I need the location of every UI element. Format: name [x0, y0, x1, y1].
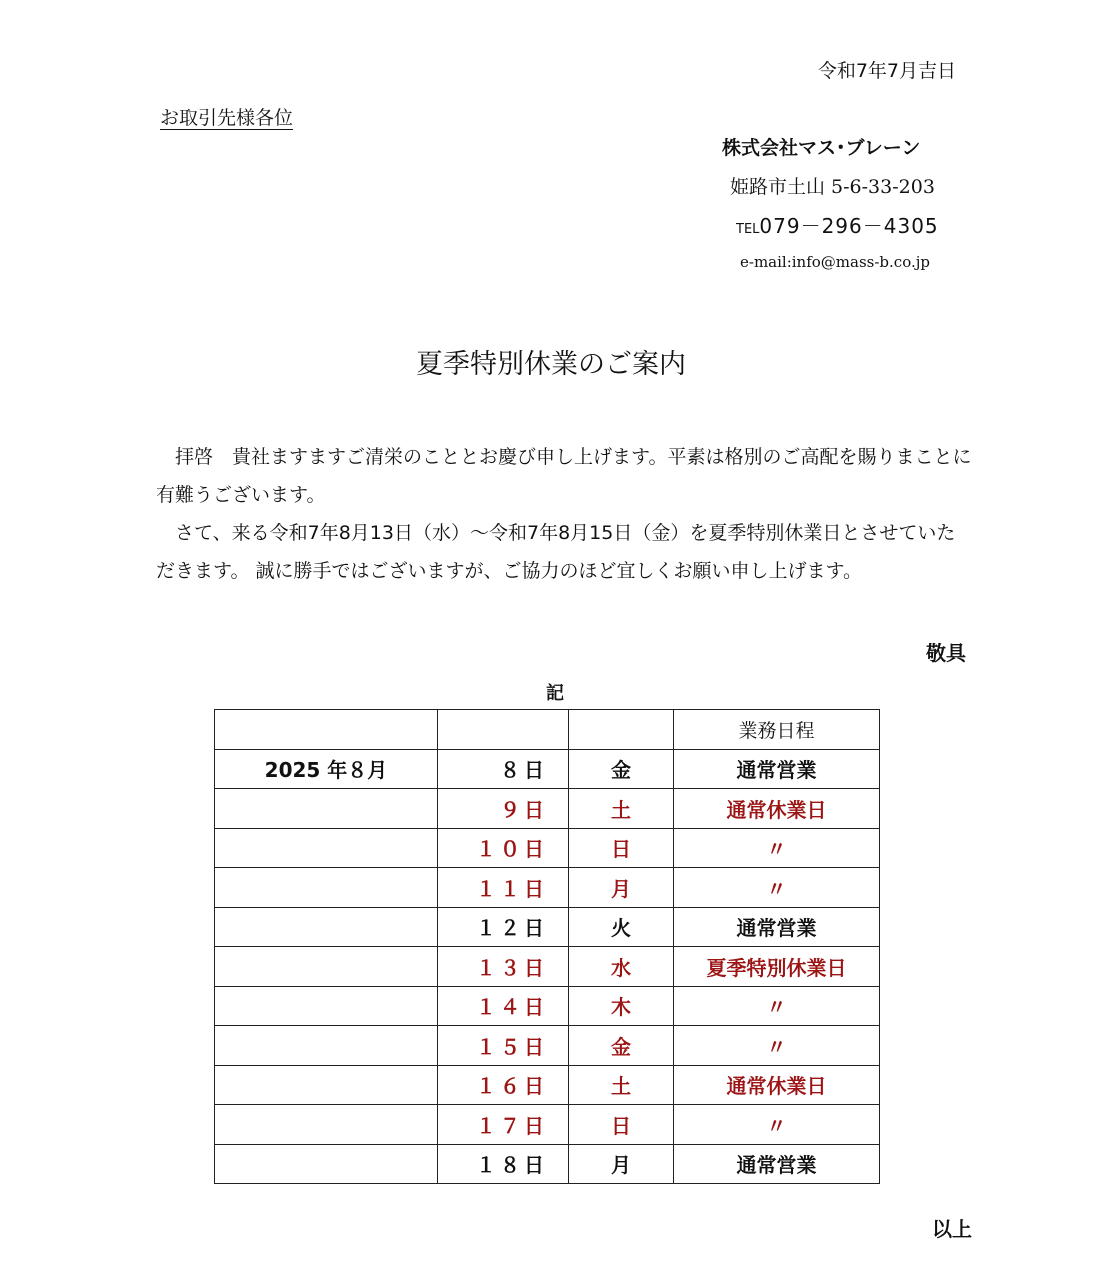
header-cell-schedule: 業務日程 — [674, 710, 880, 750]
table-row — [215, 1144, 880, 1184]
schedule-cell: 〃 — [674, 986, 880, 1026]
day-cell: １２日 — [438, 907, 569, 947]
schedule-cell: 通常営業 — [674, 749, 880, 789]
weekday-cell: 月 — [569, 868, 674, 908]
weekday-cell: 金 — [569, 749, 674, 789]
day-cell: １８日 — [438, 1144, 569, 1184]
weekday-cell: 土 — [569, 1065, 674, 1105]
month-cell — [215, 1026, 438, 1066]
closing-word: 敬具 — [926, 641, 966, 665]
table-row — [215, 1026, 880, 1066]
end-mark: 以上 — [932, 1217, 972, 1241]
day-cell: １７日 — [438, 1105, 569, 1145]
day-cell: １４日 — [438, 986, 569, 1026]
schedule-cell: 〃 — [674, 828, 880, 868]
header-cell-day — [438, 710, 569, 750]
day-cell: ８日 — [438, 749, 569, 789]
schedule-cell: 〃 — [674, 1105, 880, 1145]
weekday-cell: 土 — [569, 789, 674, 829]
day-cell: ９日 — [438, 789, 569, 829]
table-row — [215, 789, 880, 829]
weekday-cell: 日 — [569, 1105, 674, 1145]
schedule-cell: 〃 — [674, 1026, 880, 1066]
day-cell: １３日 — [438, 947, 569, 987]
body-paragraph-2: さて、来る令和7年8月13日（水）～令和7年8月15日（金）を夏季特別休業日とさせていただきます。 誠に勝手ではございますが、ご協力のほど宜しくお願い申し上げます。 — [156, 522, 956, 582]
table-row — [215, 749, 880, 789]
header-cell-dow — [569, 710, 674, 750]
ki-heading: 記 — [546, 683, 564, 704]
schedule-cell: 通常休業日 — [674, 1065, 880, 1105]
weekday-cell: 金 — [569, 1026, 674, 1066]
month-cell — [215, 907, 438, 947]
table-row — [215, 907, 880, 947]
weekday-cell: 月 — [569, 1144, 674, 1184]
month-cell — [215, 1144, 438, 1184]
table-row — [215, 868, 880, 908]
body-paragraph-1: 拝啓 貴社ますますご清栄のこととお慶び申し上げます。平素は格別のご高配を賜りまことに有難うございます。 — [156, 446, 972, 506]
table-row — [215, 828, 880, 868]
tel-number: 079－296－4305 — [759, 214, 939, 238]
company-tel — [736, 210, 939, 239]
month-cell: 2025 年８月 — [215, 749, 438, 789]
month-cell — [215, 828, 438, 868]
table-row — [215, 1105, 880, 1145]
schedule-cell: 通常営業 — [674, 1144, 880, 1184]
month-cell — [215, 947, 438, 987]
company-address: 姫路市土山 5-6-33-203 — [730, 176, 935, 198]
month-cell — [215, 986, 438, 1026]
schedule-body — [215, 749, 880, 1184]
schedule-cell: 夏季特別休業日 — [674, 947, 880, 987]
schedule-cell: 通常休業日 — [674, 789, 880, 829]
table-row — [215, 1065, 880, 1105]
table-header-row — [215, 710, 880, 750]
day-cell: １６日 — [438, 1065, 569, 1105]
header-cell-month — [215, 710, 438, 750]
schedule-cell: 通常営業 — [674, 907, 880, 947]
table-row — [215, 986, 880, 1026]
schedule-cell: 〃 — [674, 868, 880, 908]
day-cell: １１日 — [438, 868, 569, 908]
notice-date: 令和7年7月吉日 — [817, 60, 956, 82]
weekday-cell: 日 — [569, 828, 674, 868]
month-cell — [215, 1105, 438, 1145]
weekday-cell: 火 — [569, 907, 674, 947]
addressee: お取引先様各位 — [160, 107, 294, 129]
month-cell — [215, 789, 438, 829]
page-title: 夏季特別休業のご案内 — [416, 349, 686, 380]
company-name: 株式会社マス･ブレーン — [722, 137, 921, 159]
day-cell: １５日 — [438, 1026, 569, 1066]
day-cell: １０日 — [438, 828, 569, 868]
month-cell — [215, 1065, 438, 1105]
weekday-cell: 木 — [569, 986, 674, 1026]
weekday-cell: 水 — [569, 947, 674, 987]
month-cell — [215, 868, 438, 908]
table-row — [215, 947, 880, 987]
notice-body — [156, 438, 972, 590]
schedule-table — [214, 709, 880, 1184]
tel-prefix: TEL — [736, 222, 760, 237]
company-email: e-mail:info@mass-b.co.jp — [740, 253, 930, 271]
